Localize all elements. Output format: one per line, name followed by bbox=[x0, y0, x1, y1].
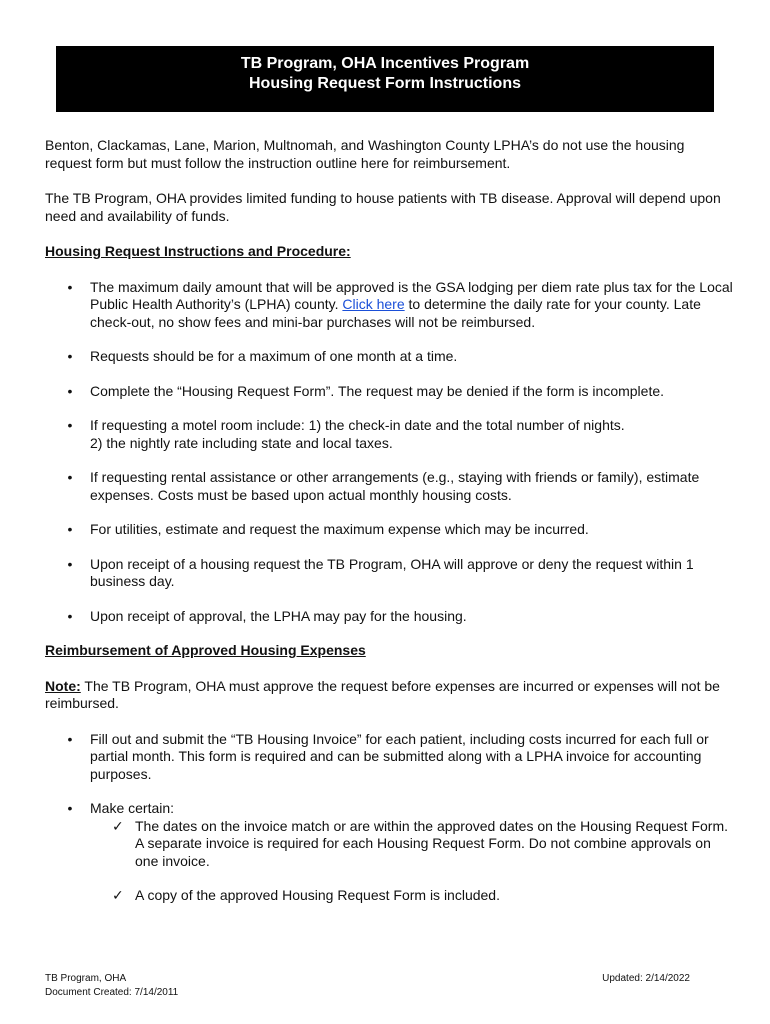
intro-paragraph-1: Benton, Clackamas, Lane, Marion, Multnomah, and Washington County LPHA’s do not use the housing request form but must follow the instruction outline here for reimbursement. bbox=[45, 137, 685, 171]
list-item-text: The maximum daily amount that will be approved is the GSA lodging per diem rate plus tax for the Local Public Health Authority’s (LPHA) county. bbox=[90, 278, 733, 312]
checklist-item bbox=[90, 818, 735, 871]
instructions-list bbox=[45, 279, 735, 626]
bullet-icon: • bbox=[67, 469, 73, 485]
note-label: Note: bbox=[45, 677, 81, 694]
note-text: The TB Program, OHA must approve the request before expenses are incurred or expenses will not be reimbursed. bbox=[45, 677, 720, 711]
bullet-icon: • bbox=[67, 417, 73, 433]
footer-created-date: Document Created: 7/14/2011 bbox=[45, 987, 179, 998]
bullet-icon: • bbox=[67, 730, 73, 747]
reimbursement-list bbox=[45, 731, 735, 905]
list-item-text: Upon receipt of approval, the LPHA may pay for the housing. bbox=[90, 607, 467, 624]
section-heading-instructions: Housing Request Instructions and Procedure: bbox=[45, 243, 351, 259]
bullet-icon: • bbox=[67, 800, 73, 816]
checklist bbox=[90, 818, 735, 905]
list-item bbox=[45, 608, 735, 626]
title-line-2: Housing Request Form Instructions bbox=[248, 75, 521, 92]
document-body bbox=[45, 137, 735, 922]
list-item-text: 2) the nightly rate including state and local taxes. bbox=[90, 434, 393, 451]
section-heading-reimbursement: Reimbursement of Approved Housing Expenses bbox=[45, 642, 366, 658]
checklist-item bbox=[90, 887, 735, 905]
bullet-icon: • bbox=[67, 555, 73, 572]
checkmark-icon: ✓ bbox=[112, 817, 124, 834]
bullet-icon: • bbox=[67, 382, 73, 399]
intro-paragraph-2: The TB Program, OHA provides limited funding to house patients with TB disease. Approval will depend upon need and availability of funds. bbox=[45, 190, 721, 224]
list-item bbox=[45, 348, 735, 366]
list-item bbox=[45, 417, 735, 452]
list-item bbox=[45, 521, 735, 539]
bullet-icon: • bbox=[67, 607, 73, 624]
page-footer bbox=[45, 972, 690, 1000]
list-item-text: to determine the daily rate for your county. Late check-out, no show fees and mini-bar purchases will not be reimbursed. bbox=[90, 296, 701, 330]
click-here-link[interactable]: Click here bbox=[342, 296, 405, 312]
note-paragraph bbox=[45, 678, 735, 713]
list-item bbox=[45, 800, 735, 905]
list-item bbox=[45, 383, 735, 401]
checklist-item-text: The dates on the invoice match or are within the approved dates on the Housing Request Form. A separate invoice is required for each Housing Request Form. Do not combine approvals on one invoice. bbox=[135, 817, 729, 869]
list-item-text: If requesting a motel room include: 1) the check-in date and the total number of nights. bbox=[90, 417, 625, 433]
list-item bbox=[45, 731, 735, 784]
list-item-text: Upon receipt of a housing request the TB Program, OHA will approve or deny the request within 1 business day. bbox=[90, 555, 694, 589]
list-item-text: For utilities, estimate and request the maximum expense which may be incurred. bbox=[90, 521, 589, 537]
list-item-text: Make certain: bbox=[90, 800, 175, 816]
list-item bbox=[45, 469, 735, 504]
title-line-1: TB Program, OHA Incentives Program bbox=[240, 55, 530, 72]
list-item bbox=[45, 556, 735, 591]
list-item-text: If requesting rental assistance or other arrangements (e.g., staying with friends or family), estimate expenses. Costs must be based upon actual monthly housing costs. bbox=[90, 469, 700, 503]
list-item-text: Requests should be for a maximum of one month at a time. bbox=[90, 348, 458, 364]
footer-org: TB Program, OHA bbox=[45, 973, 127, 984]
title-banner bbox=[56, 46, 714, 112]
bullet-icon: • bbox=[67, 521, 73, 537]
bullet-icon: • bbox=[67, 278, 73, 295]
list-item-text: Complete the “Housing Request Form”. The request may be denied if the form is incomplete. bbox=[90, 382, 665, 399]
list-item-text: Fill out and submit the “TB Housing Invoice” for each patient, including costs incurred for each full or partial month. This form is required and can be submitted along with a LPHA invoice for accounting purposes. bbox=[90, 730, 709, 782]
checklist-item-text: A copy of the approved Housing Request Form is included. bbox=[135, 887, 500, 903]
footer-updated-date: Updated: 2/14/2022 bbox=[602, 973, 690, 984]
bullet-icon: • bbox=[67, 348, 73, 364]
checkmark-icon: ✓ bbox=[112, 887, 124, 903]
list-item bbox=[45, 279, 735, 332]
